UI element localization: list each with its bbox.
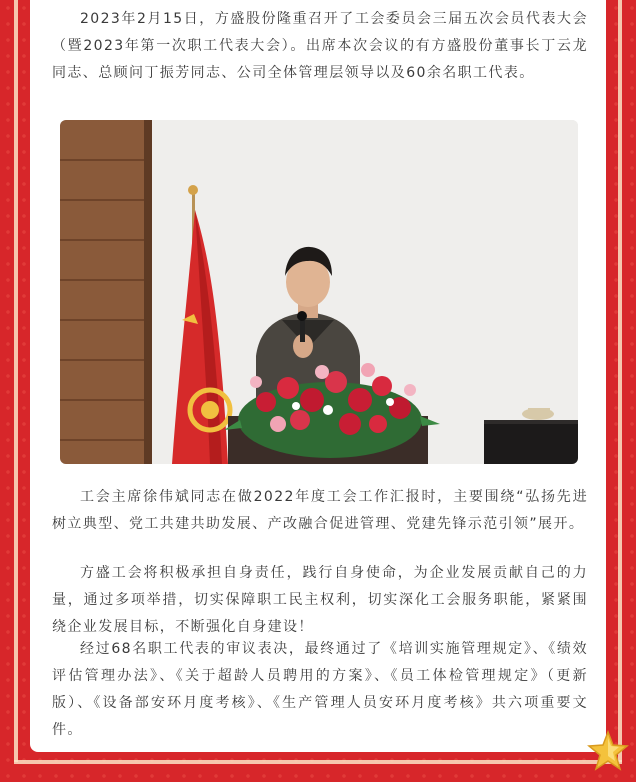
meeting-speaker-photo: [60, 120, 578, 464]
border-line-right: [618, 0, 622, 762]
gold-star-icon: [587, 730, 629, 772]
border-line-left: [14, 0, 18, 762]
article-paragraph-resolutions-passed: 经过68名职工代表的审议表决，最终通过了《培训实施管理规定》、《绩效评估管理办法》、《关于超龄人员聘用的方案》、《员工体检管理规定》（更新版）、《设备部安环月度考核》、《生产管理人员安环月度考核》共六项重要文件。: [52, 641, 588, 738]
article-paragraph-union-commitment: 方盛工会将积极承担自身责任，践行自身使命，为企业发展贡献自己的力量，通过多项举措，切实保障职工民主权利，切实深化工会服务职能，紧紧围绕企业发展目标，不断强化自身建设！: [52, 565, 588, 635]
article-paragraph-meeting-intro: 2023年2月15日，方盛股份隆重召开了工会委员会三届五次会员代表大会（暨2023年第一次职工代表大会）。出席本次会议的有方盛股份董事长丁云龙同志、总顾问丁振芳同志、公司全体管理层领导以及60余名职工代表。: [52, 11, 588, 81]
border-line-bottom: [14, 760, 622, 764]
article-paragraph-chairman-report: 工会主席徐伟斌同志在做2022年度工会工作汇报时，主要围绕“弘扬先进树立典型、党工共建共助发展、产改融合促进管理、党建先锋示范引领”展开。: [52, 489, 588, 532]
